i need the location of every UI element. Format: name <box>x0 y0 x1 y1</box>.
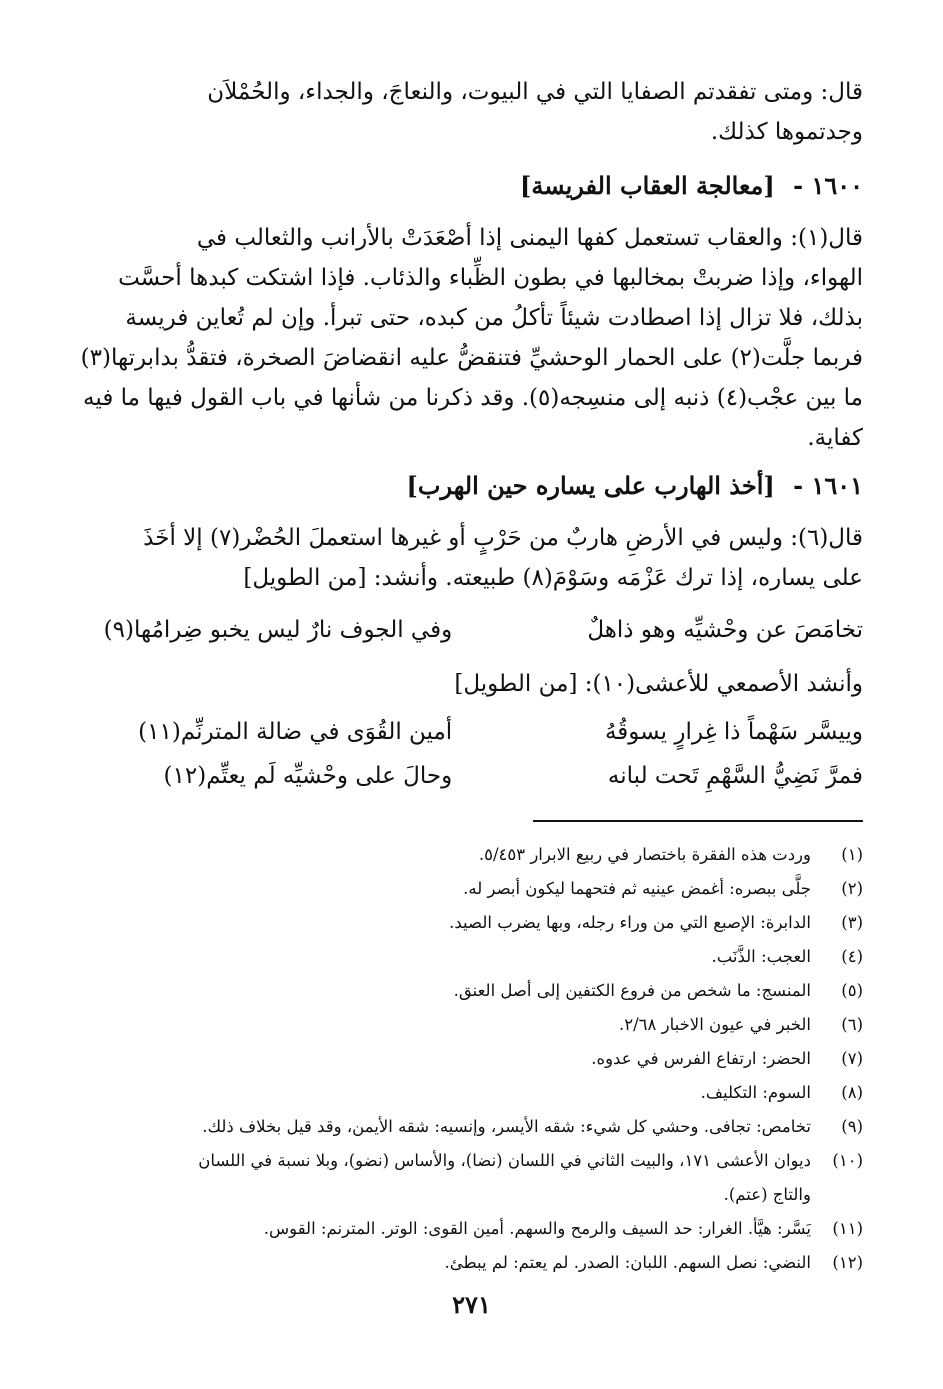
text-line: قال(٦): وليس في الأرضِ هاربٌ من حَرْبٍ أو غيرها استعملَ الحُضْر(٧) إلا أخَذَ <box>143 525 863 551</box>
footnote-number: (٨) <box>841 1083 863 1102</box>
footnote <box>73 1008 863 1042</box>
intro-line: وجدتموها كذلك. <box>710 119 863 145</box>
footnote-number: (٦) <box>841 1015 863 1034</box>
footnote-text: تخامص: تجافى. وحشي كل شيء: شقه الأيسر، وإنسيه: شقه الأيمن، وقد قيل بخلاف ذلك. <box>202 1117 811 1136</box>
section-heading <box>73 166 863 206</box>
footnote <box>73 974 863 1008</box>
footnote-number: (٩) <box>841 1117 863 1136</box>
footnote <box>73 906 863 940</box>
footnote <box>73 1246 863 1280</box>
footnote-number: (٤) <box>841 947 863 966</box>
footnote-text: السوم: التكليف. <box>700 1083 811 1102</box>
intro-paragraph <box>73 72 863 152</box>
section-1600-body <box>73 218 863 458</box>
footnote <box>73 1144 863 1178</box>
section-heading <box>73 466 863 506</box>
page-number: ٢٧١ <box>452 1290 491 1319</box>
text-line: ما بين عجْب(٤) ذنبه إلى منسِجه(٥). وقد ذكرنا من شأنها في باب القول فيها ما فيه <box>83 385 863 411</box>
verse-hemistich: وفي الجوف نارٌ ليس يخبو ضِرامُها(٩) <box>103 617 453 643</box>
footnote-number: (٥) <box>841 981 863 1000</box>
verse-hemistich: وييسَّر سَهْماً ذا غِرارٍ يسوقُهُ <box>604 719 863 745</box>
footnote-text: العجب: الذَّنَب. <box>711 947 811 966</box>
section-1601-body <box>73 518 863 598</box>
footnote-number: (١٢) <box>832 1253 863 1272</box>
footnote <box>73 1042 863 1076</box>
footnote-text: المنسج: ما شخص من فروع الكتفين إلى أصل العنق. <box>453 981 811 1000</box>
text-line: كفاية. <box>807 425 863 451</box>
footnote <box>73 872 863 906</box>
footnote-text: يَسَّر: هيَّأ. الغرار: حد السيف والرمح والسهم. أمين القوى: الوتر. المترنم: القوس. <box>263 1219 811 1238</box>
footnote-number: (٣) <box>841 913 863 932</box>
verse-intro <box>73 664 863 704</box>
footnote-separator <box>533 820 863 822</box>
footnote-number: (١٠) <box>832 1151 863 1170</box>
footnote-text: الحضر: ارتفاع الفرس في عدوه. <box>591 1049 811 1068</box>
verse-3 <box>73 756 863 796</box>
footnote <box>73 838 863 872</box>
footnote-continuation: والتاج (عتم). <box>723 1185 811 1204</box>
footnote <box>73 1212 863 1246</box>
footnotes <box>73 838 863 1280</box>
text-line: فربما جلَّت(٢) على الحمار الوحشيِّ فتنقضُّ عليه انقضاضَ الصخرة، فتقدُّ بدابرتها(٣) <box>80 345 863 371</box>
verse-2 <box>73 712 863 752</box>
text-line: قال(١): والعقاب تستعمل كفها اليمنى إذا أصْعَدَتْ بالأرانب والثعالب في <box>196 225 863 251</box>
text-line: بذلك، فلا تزال إذا اصطادت شيئاً تأكلُ من كبده، حتى تبرأ. وإن لم تُعاين فريسة <box>125 305 863 331</box>
section-number: ١٦٠٠ - <box>793 171 863 200</box>
footnote-text: جلَّى ببصره: أغمض عينيه ثم فتحهما ليكون أبصر له. <box>463 879 811 898</box>
section-title: [معالجة العقاب الفريسة] <box>519 171 775 200</box>
footnote-number: (١١) <box>832 1219 863 1238</box>
verse-hemistich: تخامَصَ عن وحْشيِّه وهو ذاهلٌ <box>587 617 863 643</box>
intro-line: قال: ومتى تفقدتم الصفايا التي في البيوت، والنعاجَ، والجداء، والحُمْلاَن <box>207 79 863 105</box>
footnote-text: الدابرة: الإصبع التي من وراء رجله، وبها يضرب الصيد. <box>449 913 811 932</box>
footnote-text: الخبر في عيون الاخبار ٢/٦٨. <box>618 1015 811 1034</box>
verse-hemistich: وحالَ على وحْشيِّه لَم يعتِّم(١٢) <box>163 763 453 789</box>
section-1601 <box>73 466 863 506</box>
verse-hemistich: فمرَّ نَضِيُّ السَّهْمِ تَحت لبانه <box>607 763 863 789</box>
section-title: [أخذ الهارب على يساره حين الهرب] <box>406 471 775 500</box>
text-line: وأنشد الأصمعي للأعشى(١٠): [من الطويل] <box>454 671 863 697</box>
footnote <box>73 940 863 974</box>
footnote-number: (١) <box>841 845 863 864</box>
footnote-number: (٢) <box>841 879 863 898</box>
verse-1 <box>73 610 863 650</box>
footnote <box>73 1110 863 1144</box>
text-line: على يساره، إذا ترك عَزْمَه وسَوْمَ(٨) طبيعته. وأنشد: [من الطويل] <box>243 565 863 591</box>
footnote-text: ديوان الأعشى ١٧١، والبيت الثاني في اللسان (نضا)، والأساس (نضو)، وبلا نسبة في اللسان <box>198 1151 811 1170</box>
footnote-text: وردت هذه الفقرة باختصار في ربيع الابرار ٥/٤٥٣. <box>478 845 811 864</box>
footnote-text: النضي: نصل السهم. اللبان: الصدر. لم يعتم: لم يبطئ. <box>444 1253 811 1272</box>
section-1600 <box>73 166 863 206</box>
verse-hemistich: أمين القُوَى في ضالة المترنِّم(١١) <box>138 719 453 745</box>
text-line: الهواء، وإذا ضربتْ بمخالبها في بطون الظِّباء والذئاب. فإذا اشتكت كبدها أحسَّت <box>118 265 863 291</box>
section-number: ١٦٠١ - <box>793 471 863 500</box>
footnote-number: (٧) <box>841 1049 863 1068</box>
footnote <box>73 1076 863 1110</box>
